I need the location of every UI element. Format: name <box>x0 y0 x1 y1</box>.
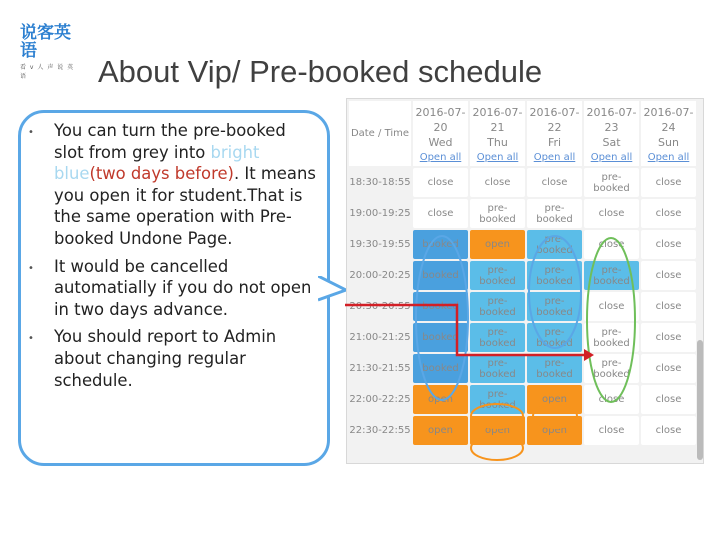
day-name: Fri <box>547 136 562 149</box>
time-slot-label: 20:30-20:55 <box>349 292 411 321</box>
day-header <box>584 101 639 166</box>
slot-cell[interactable]: close <box>641 261 696 290</box>
slot-cell[interactable]: open <box>470 230 525 259</box>
bullet-item <box>28 326 318 391</box>
slot-cell[interactable]: close <box>641 292 696 321</box>
table-row <box>349 416 696 445</box>
open-all-link[interactable]: Open all <box>533 152 576 163</box>
slot-cell[interactable]: close <box>641 416 696 445</box>
slot-cell[interactable]: booked <box>413 354 468 383</box>
bullet-item <box>28 120 318 250</box>
speech-bubble-tail <box>318 276 348 302</box>
schedule-body <box>349 168 696 445</box>
day-name: Sun <box>658 136 679 149</box>
slot-cell[interactable]: booked <box>413 323 468 352</box>
day-name: Thu <box>487 136 508 149</box>
slot-cell[interactable]: pre-booked <box>584 168 639 197</box>
time-slot-label: 21:30-21:55 <box>349 354 411 383</box>
slot-cell[interactable]: pre-booked <box>584 261 639 290</box>
bullet-text-part: You can turn the pre-booked slot from grey into <box>54 121 286 162</box>
slot-cell[interactable]: pre-booked <box>470 292 525 321</box>
bullet-list <box>28 120 318 397</box>
table-row <box>349 168 696 197</box>
table-row <box>349 230 696 259</box>
bullet-text: It would be cancelled automatially if you do not open in two days advance. <box>54 256 312 319</box>
table-row <box>349 385 696 414</box>
day-name: Wed <box>428 136 453 149</box>
bullet-dot-icon: • <box>28 262 34 274</box>
slot-cell[interactable]: close <box>584 199 639 228</box>
day-date: 2016-07-21 <box>472 106 523 134</box>
slot-cell[interactable]: open <box>527 385 582 414</box>
day-date: 2016-07-24 <box>643 106 694 134</box>
slot-cell[interactable]: close <box>413 199 468 228</box>
bullet-dot-icon: • <box>28 127 34 138</box>
slot-cell[interactable]: pre-booked <box>470 354 525 383</box>
day-header <box>413 101 468 166</box>
time-slot-label: 22:00-22:25 <box>349 385 411 414</box>
time-slot-label: 18:30-18:55 <box>349 168 411 197</box>
slot-cell[interactable]: pre-booked <box>470 385 525 414</box>
table-row <box>349 292 696 321</box>
time-slot-label: 19:30-19:55 <box>349 230 411 259</box>
slot-cell[interactable]: pre-booked <box>527 230 582 259</box>
slot-cell[interactable]: pre-booked <box>584 323 639 352</box>
slot-cell[interactable]: close <box>584 385 639 414</box>
bullet-text: You should report to Admin about changing regular schedule. <box>54 327 277 390</box>
bullet-item <box>28 256 318 321</box>
slot-cell[interactable]: booked <box>413 261 468 290</box>
slot-cell[interactable]: booked <box>413 292 468 321</box>
slot-cell[interactable]: close <box>641 168 696 197</box>
slot-cell[interactable]: pre-booked <box>470 199 525 228</box>
slide-title: About Vip/ Pre-booked schedule <box>98 54 543 89</box>
slot-cell[interactable]: pre-booked <box>527 292 582 321</box>
open-all-link[interactable]: Open all <box>590 152 633 163</box>
schedule-header-row <box>349 101 696 166</box>
slot-cell[interactable]: open <box>470 416 525 445</box>
highlight-bright-blue: bright blue <box>54 142 260 184</box>
day-name: Sat <box>602 136 621 149</box>
slot-cell[interactable]: close <box>641 354 696 383</box>
table-row <box>349 199 696 228</box>
slot-cell[interactable]: booked <box>413 230 468 259</box>
time-slot-label: 19:00-19:25 <box>349 199 411 228</box>
time-slot-label: 20:00-20:25 <box>349 261 411 290</box>
slot-cell[interactable]: pre-booked <box>584 354 639 383</box>
slot-cell[interactable]: open <box>413 416 468 445</box>
slot-cell[interactable]: close <box>584 292 639 321</box>
slot-cell[interactable]: open <box>413 385 468 414</box>
time-slot-label: 22:30-22:55 <box>349 416 411 445</box>
slot-cell[interactable]: pre-booked <box>527 199 582 228</box>
day-date: 2016-07-20 <box>415 106 466 134</box>
open-all-link[interactable]: Open all <box>419 152 462 163</box>
slot-cell[interactable]: close <box>641 230 696 259</box>
day-header <box>470 101 525 166</box>
slot-cell[interactable]: pre-booked <box>470 323 525 352</box>
day-header <box>641 101 696 166</box>
schedule-table <box>347 99 698 447</box>
table-row <box>349 261 696 290</box>
slot-cell[interactable]: pre-booked <box>527 261 582 290</box>
slot-cell[interactable]: close <box>584 416 639 445</box>
table-row <box>349 323 696 352</box>
scrollbar[interactable] <box>697 340 703 460</box>
slot-cell[interactable]: close <box>584 230 639 259</box>
schedule-panel <box>346 98 704 464</box>
slot-cell[interactable]: pre-booked <box>527 323 582 352</box>
logo <box>20 23 80 80</box>
bullet-text-part: . It means you open it for student.That is the same operation with Pre-booked Undone Page. <box>54 164 316 248</box>
open-all-link[interactable]: Open all <box>476 152 519 163</box>
open-all-link[interactable]: Open all <box>647 152 690 163</box>
slot-cell[interactable]: pre-booked <box>470 261 525 290</box>
day-date: 2016-07-23 <box>586 106 637 134</box>
table-row <box>349 354 696 383</box>
slot-cell[interactable]: open <box>527 416 582 445</box>
slot-cell[interactable]: close <box>413 168 468 197</box>
corner-label: Date / Time <box>349 101 411 166</box>
day-date: 2016-07-22 <box>529 106 580 134</box>
slot-cell[interactable]: close <box>641 385 696 414</box>
highlight-two-days-before: (two days before) <box>89 164 234 184</box>
slot-cell[interactable]: close <box>641 199 696 228</box>
bullet-text <box>54 120 318 250</box>
slot-cell[interactable]: close <box>527 168 582 197</box>
logo-text: 说客英语 <box>20 23 71 61</box>
slot-cell[interactable]: close <box>641 323 696 352</box>
bullet-dot-icon: • <box>28 333 34 345</box>
slot-cell[interactable]: pre-booked <box>527 354 582 383</box>
day-header <box>527 101 582 166</box>
time-slot-label: 21:00-21:25 <box>349 323 411 352</box>
slot-cell[interactable]: close <box>470 168 525 197</box>
logo-subtext: 看 v 人 声 说 英 语 <box>20 64 75 80</box>
